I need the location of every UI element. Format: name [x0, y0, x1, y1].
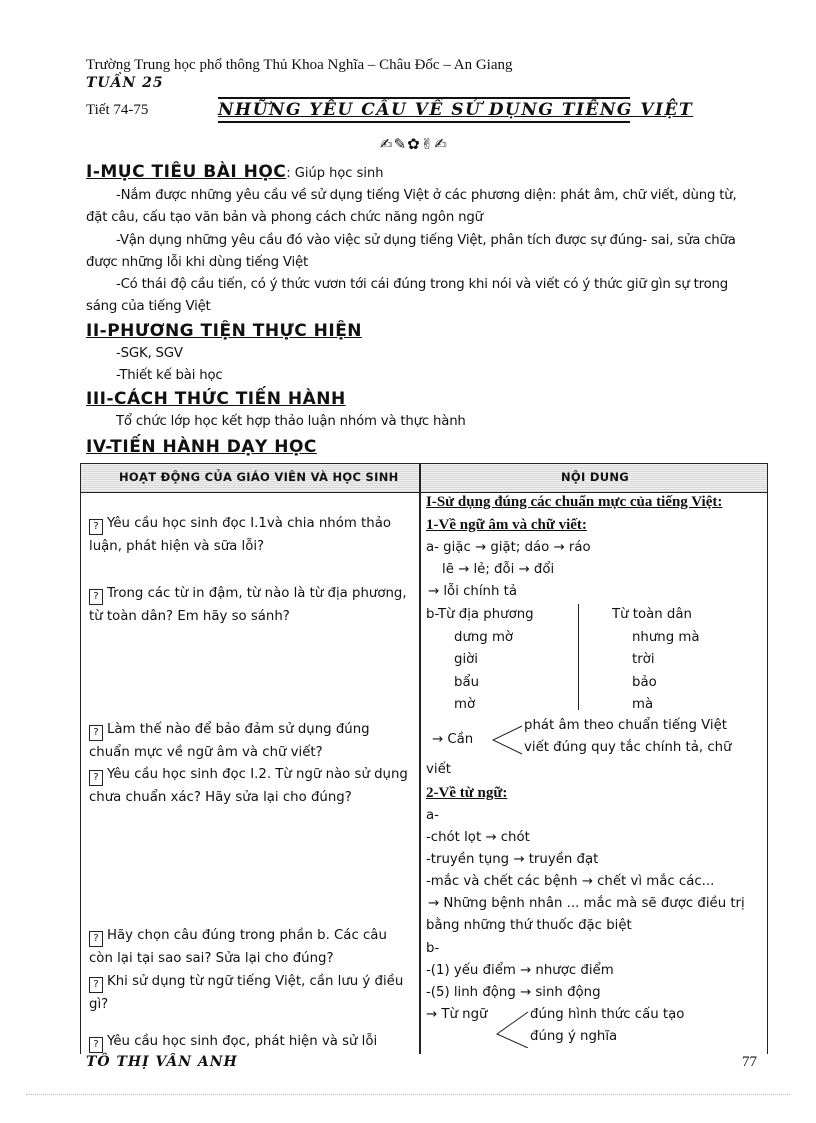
content-w7-label: → Từ ngữ [426, 1007, 488, 1022]
content-b-left-head: b-Từ địa phương [426, 607, 534, 622]
content-a-line1: a- giặc → giặt; dáo → ráo [426, 540, 591, 555]
content-a-line2: lẽ → lẻ; đỗi → đổi [442, 562, 555, 577]
question-box-icon: ? [89, 725, 103, 741]
section-2-heading [86, 321, 362, 341]
section-1-suffix: : Giúp học sinh [286, 166, 384, 181]
content-b-right-item: trời [632, 652, 655, 667]
content-main-title: I-Sử dụng đúng các chuẩn mực của tiếng Việt: [426, 494, 723, 510]
content-w7-1: đúng hình thức cấu tạo [530, 1007, 685, 1022]
question-box-icon: ? [89, 1037, 103, 1053]
teacher-question: ? Yêu cầu học sinh đọc, phát hiện và sử lỗi [89, 1030, 411, 1053]
teacher-question: ? Hãy chọn câu đúng trong phần b. Các câu còn lại tại sao sai? Sửa lại cho đúng? [89, 928, 387, 966]
lesson-table [80, 463, 768, 1054]
section-3-heading [86, 389, 346, 409]
week-label: TUẦN 25 [86, 75, 164, 91]
content-w1: -chót lọt → chót [426, 830, 530, 845]
content-w-b: b- [426, 941, 440, 956]
table-header [81, 464, 767, 493]
content-w7-2: đúng ý nghĩa [530, 1029, 618, 1044]
section-1-title: I-MỤC TIÊU BÀI HỌC [86, 162, 287, 182]
method-text: Tổ chức lớp học kết hợp thảo luận nhóm và thực hành [116, 414, 466, 429]
section-1-heading [86, 162, 383, 182]
content-w5: -(1) yếu điểm → nhược điểm [426, 963, 614, 978]
section-2-title: II-PHƯƠNG TIỆN THỰC HIỆN [86, 321, 363, 341]
objective-3: -Có thái độ cầu tiến, có ý thức vươn tới cái đúng trong khi nói và viết có ý thức giữ gìn sự trong [116, 277, 729, 292]
content-b-right-item: nhưng mà [632, 630, 700, 645]
objective-3-cont: sáng của tiếng Việt [86, 299, 211, 314]
col-activities-header: HOẠT ĐỘNG CỦA GIÁO VIÊN VÀ HỌC SINH [119, 470, 399, 484]
content-w3: -mắc và chết các bệnh → chết vì mắc các... [426, 874, 715, 889]
content-a-line3: → lỗi chính tả [428, 584, 517, 599]
content-w6: -(5) linh động → sinh động [426, 985, 601, 1000]
content-sub1: 1-Về ngữ âm và chữ viết: [426, 517, 587, 533]
content-need-2: viết đúng quy tắc chính tả, chữ [524, 740, 732, 755]
content-need-1: phát âm theo chuẩn tiếng Việt [524, 718, 728, 733]
content-b-left-item: mờ [454, 697, 476, 712]
content-b-left-item: dưng mờ [454, 630, 514, 645]
section-4-heading [86, 437, 317, 457]
question-box-icon: ? [89, 519, 103, 535]
section-4-title: IV-TIẾN HÀNH DẠY HỌC [86, 437, 317, 457]
footer-dotted-line [26, 1094, 790, 1095]
ornament-icons: ✍✎✿✌✍ [380, 135, 448, 153]
lesson-title: NHỮNG YÊU CẦU VỀ SỬ DỤNG TIẾNG VIỆT [218, 97, 630, 123]
content-b-right-item: mà [632, 697, 654, 712]
means-item-1: -SGK, SGV [116, 346, 183, 361]
school-header: Trường Trung học phổ thông Thủ Khoa Nghĩa – Châu Đốc – An Giang [86, 57, 513, 73]
teacher-question: ? Yêu cầu học sinh đọc I.1và chia nhóm thảo luận, phát hiện và sữa lỗi? [89, 516, 391, 554]
question-box-icon: ? [89, 931, 103, 947]
content-b-divider [578, 604, 579, 710]
content-w4: → Những bệnh nhân ... mắc mà sẽ được điều trị [428, 896, 745, 911]
content-w-a: a- [426, 808, 439, 823]
content-need-label: → Cần [432, 732, 474, 747]
means-item-2: -Thiết kế bài học [116, 368, 223, 383]
col-content-header: NỘI DUNG [561, 470, 630, 484]
content-b-left-item: bẩu [454, 675, 480, 690]
objective-1: -Nắm được những yêu cầu về sử dụng tiếng Việt ở các phương diện: phát âm, chữ viết, dùng từ, [116, 188, 737, 203]
content-b-right-head: Từ toàn dân [612, 607, 692, 622]
bracket-icon [490, 722, 524, 758]
period-label: Tiết 74-75 [86, 102, 149, 118]
section-3-title: III-CÁCH THỨC TIẾN HÀNH [86, 389, 346, 409]
content-b-left-item: giời [454, 652, 478, 667]
content-w2: -truyền tụng → truyền đạt [426, 852, 599, 867]
bracket-icon [494, 1008, 530, 1048]
content-sub2: 2-Về từ ngữ: [426, 785, 508, 801]
content-w4b: bằng những thứ thuốc đặc biệt [426, 918, 632, 933]
teacher-question: ? Yêu cầu học sinh đọc I.2. Từ ngữ nào sử dụng chưa chuẩn xác? Hãy sửa lại cho đúng? [89, 767, 408, 805]
question-box-icon: ? [89, 977, 103, 993]
column-divider [419, 464, 421, 1054]
question-box-icon: ? [89, 589, 103, 605]
content-b-right-item: bảo [632, 675, 657, 690]
author-name: TÔ THỊ VÂN ANH [86, 1054, 238, 1070]
question-box-icon: ? [89, 770, 103, 786]
page-number: 77 [742, 1054, 757, 1070]
objective-2: -Vận dụng những yêu cầu đó vào việc sử dụng tiếng Việt, phân tích được sự đúng- sai, sửa chữa [116, 233, 736, 248]
teacher-question: ? Làm thế nào để bảo đảm sử dụng đúng chuẩn mực về ngữ âm và chữ viết? [89, 722, 370, 760]
objective-2-cont: được những lỗi khi dùng tiếng Việt [86, 255, 308, 270]
objective-1-cont: đặt câu, cấu tạo văn bản và phong cách chức năng ngôn ngữ [86, 210, 483, 225]
teacher-question: ? Khi sử dụng từ ngữ tiếng Việt, cần lưu ý điều gì? [89, 974, 404, 1012]
content-need-2b: viết [426, 762, 451, 777]
teacher-question: ? Trong các từ in đậm, từ nào là từ địa phương, từ toàn dân? Em hãy so sánh? [89, 586, 407, 624]
